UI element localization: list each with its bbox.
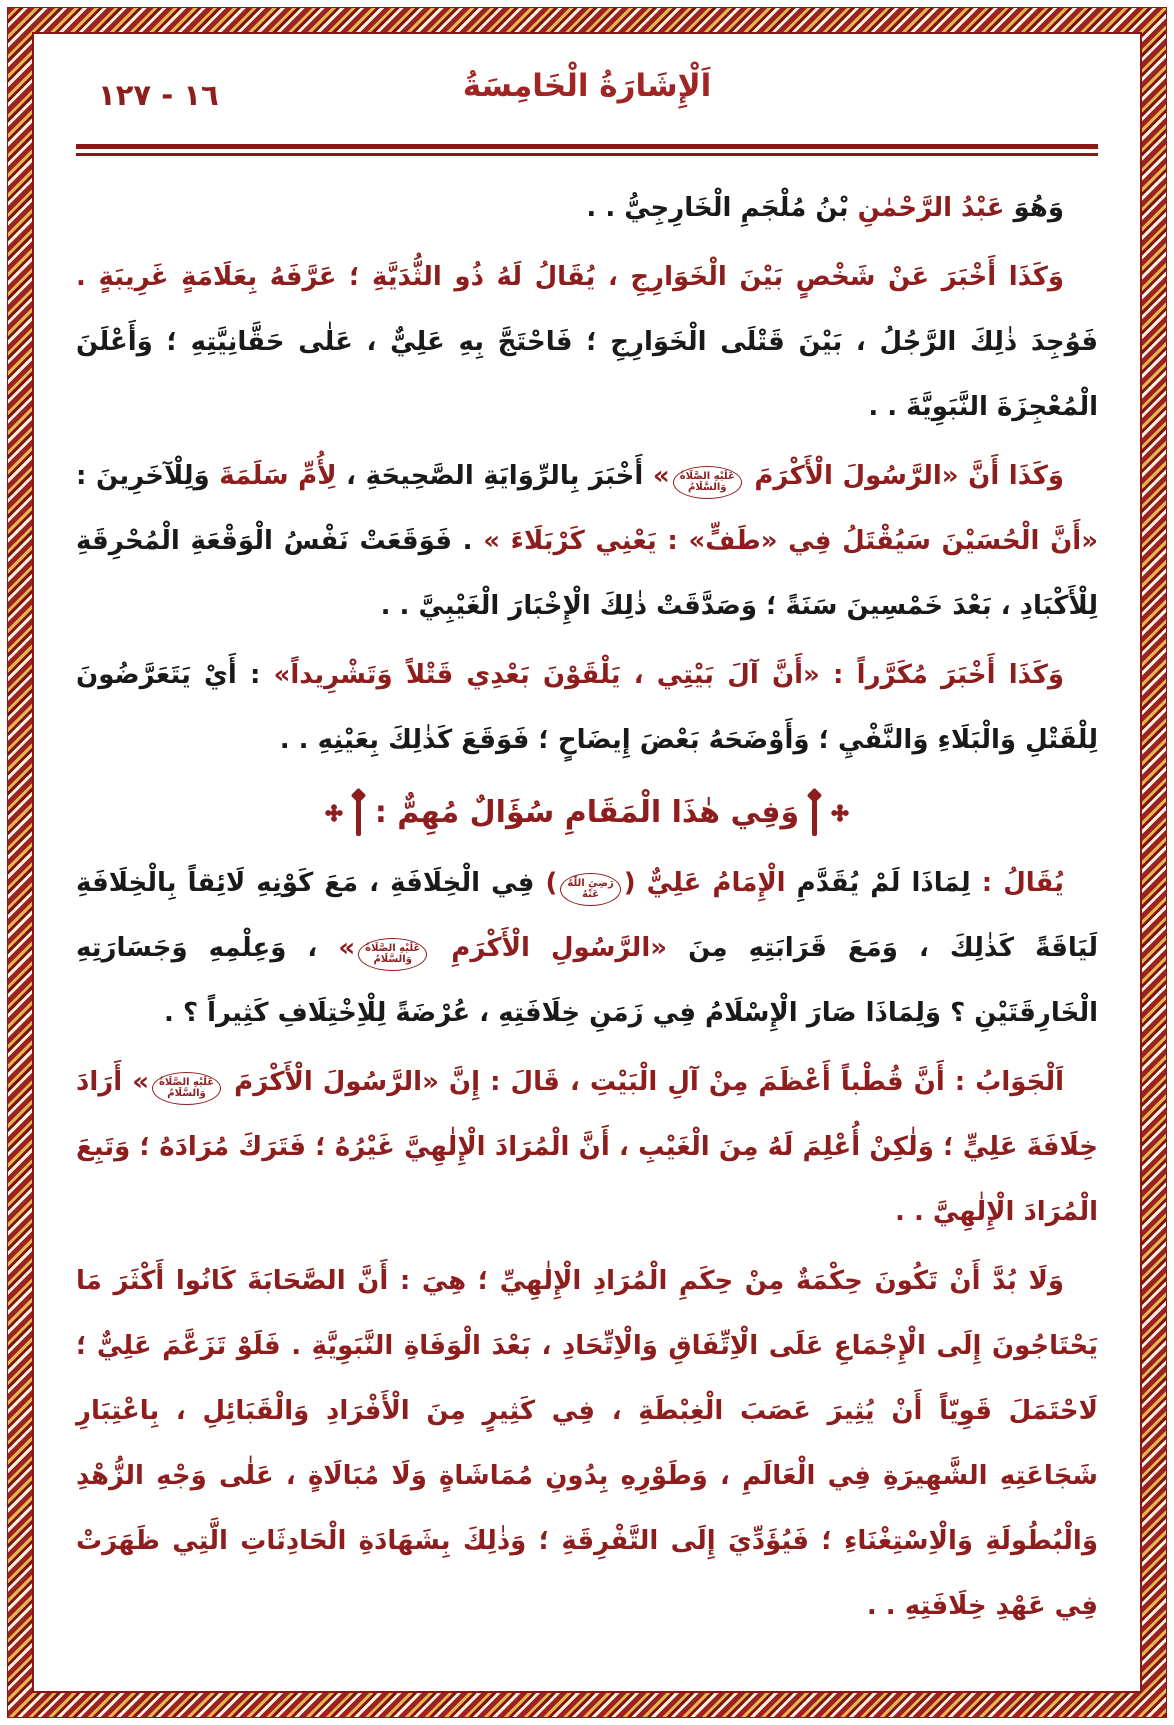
text-run: يُقَالُ : (970, 868, 1064, 898)
heading-bracket-icon (353, 790, 365, 836)
page-content-area (32, 32, 1142, 1693)
paragraph (76, 1249, 1098, 1639)
body-text (76, 176, 1098, 1639)
text-run: . فَوَقَعَتْ نَفْسُ الْوَقْعَةِ الْمُحْرِقَةِ لِلْأَكْبَادِ ، بَعْدَ خَمْسِينَ سَنَةً ؛ وَصَدَّقَتْ ذٰلِكَ الْإِخْبَارَ الْغَيْبِيَّ . . (76, 526, 1098, 621)
text-run: الْإِمَامُ عَلِيٌّ (635, 868, 786, 898)
text-run: بْنُ مُلْجَمِ الْخَارِجِيُّ . . (586, 193, 858, 223)
text-run: وَلِلْآخَرِينَ : (76, 461, 210, 491)
text-run: وَلَا بُدَّ أَنْ تَكُونَ حِكْمَةٌ مِنْ حِكَمِ الْمُرَادِ الْإِلٰهِيِّ ؛ هِيَ : أَنَّ الصَّحَابَةَ كَانُوا أَكْثَرَ مَا يَحْتَاجُونَ إِلَى الْإِجْمَاعِ عَلَى الْاِتِّفَاقِ وَالْاِتِّحَادِ ، بَعْدَ الْوَفَاةِ النَّبَوِيَّةِ . فَلَوْ تَزَعَّمَ عَلِيٌّ ؛ لَاحْتَمَلَ قَوِيّاً أَنْ يُثِيرَ عَصَبَ الْغِبْطَةِ ، فِي كَثِيرٍ مِنَ الْأَفْرَادِ وَالْقَبَائِلِ ، بِاعْتِبَارِ شَجَاعَتِهِ الشَّهِيرَةِ فِي الْعَالَمِ ، وَطَوْرِهِ بِدُونِ مُمَاشَاةٍ وَلَا مُبَالَاةٍ ، عَلٰى وَجْهِ الزُّهْدِ وَالْبُطُولَةِ وَالْاِسْتِغْنَاءِ ؛ فَيُؤَدِّيَ إِلَى التَّفْرِقَةِ ؛ وَذٰلِكَ بِشَهَادَةِ الْحَادِثَاتِ الَّتِي ظَهَرَتْ فِي عَهْدِ خِلَافَتِهِ . . (76, 1266, 1098, 1621)
radiallahu-anhu-seal-icon: رَضِيَ اللّٰهُ عَنْهُ (560, 873, 620, 906)
heading-bracket-icon (809, 790, 821, 836)
text-run: : أَيْ يَتَعَرَّضُونَ لِلْقَتْلِ وَالْبَلَاءِ وَالنَّفْيِ ؛ وَأَوْضَحَهُ بَعْضَ إِيضَاحٍ ؛ فَوَقَعَ كَذٰلِكَ بِعَيْنِهِ . . (76, 660, 1098, 755)
rule-bottom-line (76, 153, 1098, 156)
page-header (76, 60, 1098, 134)
text-run: وَكَذَا أَنَّ «الرَّسُولَ الْأَكْرَمَ (744, 461, 1064, 491)
rule-top-line (76, 144, 1098, 149)
alayhi-salat-wa-salam-seal (670, 461, 745, 491)
paragraph (76, 1050, 1098, 1245)
text-run: «الرَّسُولِ الْأَكْرَمِ (430, 933, 668, 963)
alayhi-salat-wa-salam-seal-icon: عَلَيْهِ الصَّلَاةُ وَالسَّلَامُ (152, 1072, 221, 1105)
radiallahu-anhu-seal: (رَضِيَ اللّٰهُ عَنْهُ) (545, 868, 635, 898)
paragraph (76, 851, 1098, 1046)
text-run: اَلْجَوَابُ : أَنَّ قُطْباً أَعْظَمَ مِنْ آلِ الْبَيْتِ ، قَالَ : إِنَّ «الرَّسُولَ الْأَكْرَمَ (224, 1067, 1065, 1097)
alayhi-salat-wa-salam-seal-icon: عَلَيْهِ الصَّلَاةُ وَالسَّلَامُ (673, 466, 742, 499)
text-run: أَخْبَرَ بِالرِّوَايَةِ الصَّحِيحَةِ ، (336, 461, 644, 491)
text-run: عَبْدُ الرَّحْمٰنِ (857, 193, 1005, 223)
text-run: » (643, 461, 670, 491)
heading-rosette-icon (831, 804, 849, 822)
heading-rosette-icon (325, 804, 343, 822)
paragraph (76, 444, 1098, 639)
ornamental-border (7, 7, 1167, 1718)
text-run: لِأُمِّ سَلَمَةَ (209, 461, 337, 491)
text-run: فِي الْخِلَافَةِ ، مَعَ كَوْنِهِ لَائِقاً بِالْخِلَافَةِ لَيَاقَةً كَذٰلِكَ ، وَمَعَ قَرَابَتِهِ مِنَ (76, 868, 1098, 963)
paragraph (76, 176, 1098, 241)
text-run: وَهُوَ (1004, 193, 1064, 223)
header-divider-rule (76, 144, 1098, 156)
text-run: وَكَذَا أَخْبَرَ عَنْ شَخْصٍ بَيْنَ الْخَوَارِجِ ، يُقَالُ لَهُ ذُو الثُّدَيَّةِ ؛ عَرَّفَهُ بِعَلَامَةٍ غَرِيبَةٍ . (76, 262, 1064, 292)
text-run: » أَرَادَ خِلَافَةَ عَلِيٍّ ؛ وَلٰكِنْ أُعْلِمَ لَهُ مِنَ الْغَيْبِ ، أَنَّ الْمُرَادَ الْإِلٰهِيَّ غَيْرُهُ ؛ فَتَرَكَ مُرَادَهُ ؛ وَتَبِعَ الْمُرَادَ الْإِلٰهِيَّ . . (76, 1067, 1098, 1227)
paragraph (76, 245, 1098, 440)
text-run: لِمَاذَا لَمْ يُقَدَّمِ (785, 868, 971, 898)
text-run: «أَنَّ الْحُسَيْنَ سَيُقْتَلُ فِي «طَفٍّ» : يَعْنِي كَرْبَلَاءَ » (472, 526, 1098, 556)
section-question-heading (76, 789, 1098, 837)
text-run: فَوُجِدَ ذٰلِكَ الرَّجُلُ ، بَيْنَ قَتْلَى الْخَوَارِجِ ؛ فَاحْتَجَّ بِهِ عَلِيٌّ ، عَلٰى حَقَّانِيَّتِهِ ؛ وَأَعْلَنَ الْمُعْجِزَةَ النَّبَوِيَّةَ . . (76, 327, 1098, 422)
page-number: ١٦ - ١٢٧ (98, 78, 219, 112)
text-run: وَكَذَا أَخْبَرَ مُكَرَّراً : «أَنَّ آلَ بَيْتِي ، يَلْقَوْنَ بَعْدِي قَتْلاً وَتَشْرِيداً» (260, 660, 1064, 690)
alayhi-salat-wa-salam-seal (355, 933, 430, 963)
paragraph (76, 643, 1098, 773)
text-run: ، وَعِلْمِهِ وَجَسَارَتِهِ الْخَارِقَتَيْنِ ؟ وَلِمَاذَا صَارَ الْإِسْلَامُ فِي زَمَنِ خِلَافَتِهِ ، عُرْضَةً لِلْاِخْتِلَافِ كَثِيراً ؟ . (76, 933, 1098, 1028)
page-title: اَلْإِشَارَةُ الْخَامِسَةُ (462, 68, 712, 104)
alayhi-salat-wa-salam-seal (149, 1067, 224, 1097)
alayhi-salat-wa-salam-seal-icon: عَلَيْهِ الصَّلَاةُ وَالسَّلَامُ (358, 938, 427, 971)
heading-text: وَفِي هٰذَا الْمَقَامِ سُؤَالٌ مُهِمٌّ : (374, 795, 800, 830)
text-run: » (317, 933, 356, 963)
